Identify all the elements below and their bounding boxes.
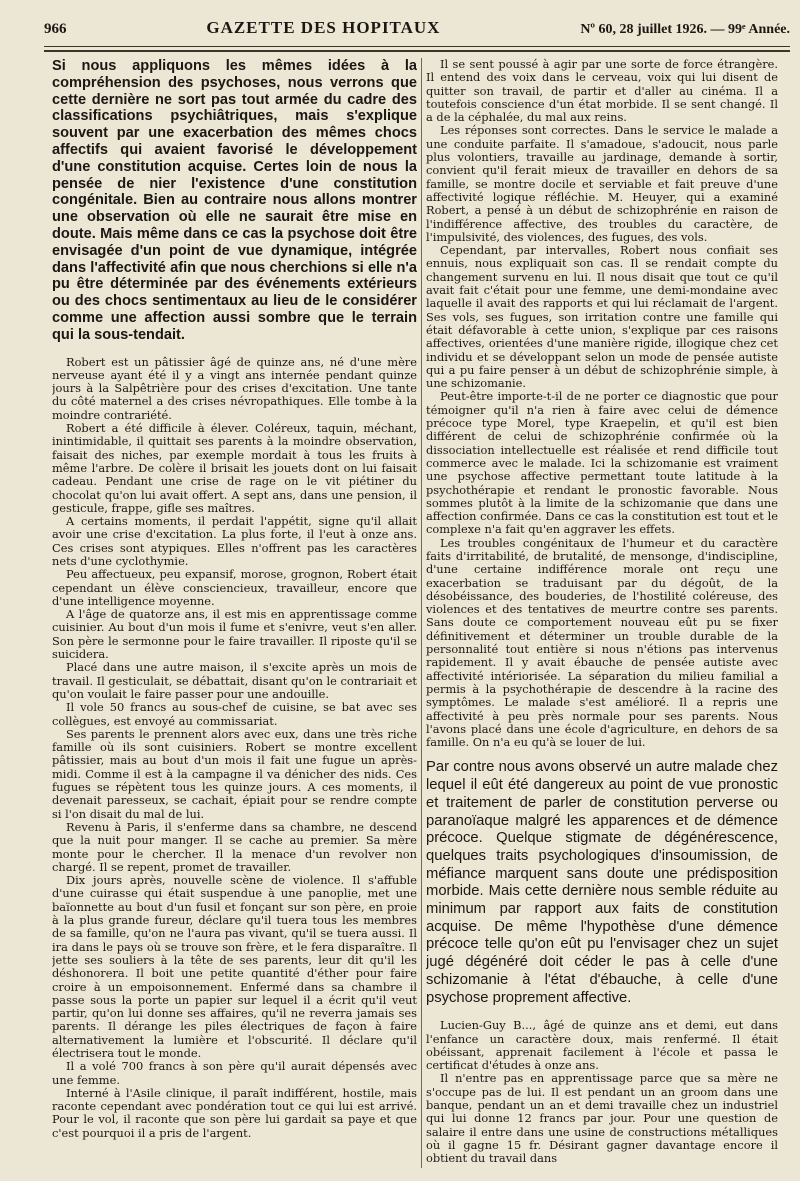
header-rule-thick: [44, 50, 790, 52]
header-rule: [44, 46, 790, 47]
right-body-top: [426, 58, 778, 749]
paragraph: Ses parents le prennent alors avec eux, dans une très riche famille où ils sont cuisiniers. Robert se montre excellent pâtissier, mais au bout d'un mois il fait une fugue un après-midi. Comme il est à la campagne il va dénicher des nids. Ces fugues se répètent tous les quinze jours. A ces moments, il devenait paresseux, se cachait, épiait pour se rendre compte si l'on disait du mal de lui.: [52, 726, 417, 821]
left-body: [52, 356, 417, 1141]
paragraph: Les réponses sont correctes. Dans le service le malade a une conduite parfaite. Il s'amadoue, s'adoucit, nous parle plus volontiers, travaille au jardinage, demande à sortir, convient qu'il ferait mieux de travailler en dehors de sa famille, se montre docile et serviable et fait preuve d'une affectivité logique réfléchie. M. Heuyer, qui a examiné Robert, a pensé à un début de schizophrénie en raison de l'indifférence affective, des troubles du caractère, de l'impulsivité, des violences, des fugues, des vols.: [426, 123, 778, 244]
issue-info: Nº 60, 28 juillet 1926. — 99ᵉ Année.: [580, 22, 790, 37]
left-column: [52, 58, 417, 1176]
paragraph: Lucien-Guy B..., âgé de quinze ans et demi, eut dans l'enfance un caractère doux, mais renfermé. Il était obéissant, apprenait facilement à l'école et passa le certificat d'études à onze ans.: [426, 1018, 778, 1073]
paragraph: Robert est un pâtissier âgé de quinze ans, né d'une mère nerveuse ayant été il y a vingt ans internée pendant quinze jours à la Salpêtrière pour des crises d'excitation. Une tante du côté maternel a des crises névropathiques. Elle tombe à la moindre contrariété.: [52, 354, 417, 422]
page-number: 966: [44, 21, 67, 37]
paragraph: Il se sent poussé à agir par une sorte de force étrangère. Il entend des voix dans le cerveau, voix qui lui disent de quitter son travail, de partir et d'aller au cinéma. Il a toutefois conscience d'un état morbide. Il se sent changé. Il a de la céphalée, du mal aux reins.: [426, 58, 778, 125]
paragraph: A l'âge de quatorze ans, il est mis en apprentissage comme cuisinier. Au bout d'un mois il fume et s'enivre, veut s'en aller. Son père le sermonne pour le faire travailler. Il riposte qu'il se suicidera.: [52, 607, 417, 662]
right-lead-block: [426, 759, 778, 1007]
paragraph: Il n'entre pas en apprentissage parce que sa mère ne s'occupe pas de lui. Il est pendant un an groom dans une banque, pendant un an et demi travaille chez un industriel qui lui donne 12 francs par jour. Pour une question de salaire il entre dans une usine de constructions métalliques où il gagne 15 fr. Désirant gagner davantage encore il obtient du travail dans: [426, 1071, 778, 1166]
paragraph: Placé dans une autre maison, il s'excite après un mois de travail. Il gesticulait, se débattait, disant qu'on le contrariait et qu'on voulait le faire passer pour une andouille.: [52, 660, 417, 701]
paragraph: Il a volé 700 francs à son père qu'il aurait dépensés avec une femme.: [52, 1059, 417, 1087]
column-divider: [421, 58, 422, 1168]
page-header: [44, 18, 790, 44]
paragraph: Les troubles congénitaux de l'humeur et du caractère faits d'irritabilité, de brutalité, de mensonge, d'indiscipline, d'une certaine indifférence morale ont reçu une exacerbation se traduisant par du dégoût, de la désobéissance, des bouderies, de l'hostilité coléreuse, des violences et des tentatives de meurtre contre ses parents. Sans doute ce comportement nouveau eût pu se fixer définitivement et déterminer un trouble durable de la personnalité tout entière si nous n'étions pas intervenus rapidement. Il y avait ébauche de pensée autiste avec affectivité intériorisée. La séparation du milieu familial a permis à la psychothérapie de descendre à la racine des symptômes. Le malade s'est amélioré. Il a repris une affectivité à peu près normale pour ses parents. Nous l'avons placé dans une école d'agriculture, en dehors de sa famille. On n'a eu qu'à se louer de lui.: [426, 535, 778, 750]
paragraph: A certains moments, il perdait l'appétit, signe qu'il allait avoir une crise d'excitation. La plus forte, il l'eut à onze ans. Ces crises sont atypiques. Elles n'offrent pas les caractères nets d'une cyclothymie.: [52, 514, 417, 568]
right-column: [426, 58, 778, 1176]
paragraph: Revenu à Paris, il s'enferme dans sa chambre, ne descend que la nuit pour manger. Il se cache au premier. Sa mère monte pour le chercher. Il la menace d'un revolver non chargé. Il se repent, promet de travailler.: [52, 819, 417, 874]
paragraph: Peu affectueux, peu expansif, morose, grognon, Robert était cependant un élève consciencieux, travailleur, encore que d'une intelligence moyenne.: [52, 567, 417, 608]
journal-title: GAZETTE DES HOPITAUX: [206, 18, 441, 37]
lead-paragraph: Par contre nous avons observé un autre malade chez lequel il eût été dangereux au point de vue pronostic et traitement de parler de constitution perverse ou paranoïaque malgré les apparences et de démence précoce. Quelque stigmate de dégénérescence, quelques traits psychologiques d'insoumission, de méfiance marquent sans doute une prédisposition morbide. Mais cette dernière nous semble réduite au minimum par rapport aux faits de constitution acquise. De même l'hypothèse d'une démence précoce telle qu'on eût pu l'envisager chez un sujet jugé dégénéré doit céder le pas à celle d'une schizomanie à l'état d'ébauche, à celle d'une psychose proprement affective.: [426, 759, 778, 1006]
paragraph: Cependant, par intervalles, Robert nous confiait ses ennuis, nous expliquait son cas. Il se rendait compte du changement survenu en lui. Il nous disait que tout ce qu'il avait fait c'était pour une femme, une demi-mondaine avec laquelle il avait des rapports et qui lui réclamait de l'argent. Ses vols, ses fugues, son irritation contre une famille qui était défavorable à cette union, s'explique par ces raisons affectives, orientées d'une manière rigide, illogique chez cet individu et se développant selon un mode de pensée autiste qui a pu faire penser à un début de schizophrénie simple, à une schizomanie.: [426, 243, 778, 391]
paragraph: Robert a été difficile à élever. Coléreux, taquin, méchant, inintimidable, il quittait ses parents à la moindre observation, faisait des niches, par exemple mordait à tous les fruits à même l'arbre. De colère il brisait les jouets dont on lui faisait cadeau. Pendant une crise de rage on le vit piétiner du chocolat qu'on lui avait offert. A sept ans, dans une pension, il gesticule, frappe, gifle ses maîtres.: [52, 421, 417, 515]
paragraph: Dix jours après, nouvelle scène de violence. Il s'affuble d'une cuirasse qui était suspendue à une panoplie, met une baïonnette au bout d'un fusil et fonçant sur son père, en proie à la plus grande fureur, déclare qu'il tuera tous les membres de sa famille, qu'on ne l'aura pas vivant, qu'il se tuera aussi. Il ira dans le pays où se trouve son frère, et le fera disparaître. Il jette ses souliers à la tête de ses parents, leur dit qu'il les déshonorera. Il boit une petite quantité d'éther pour faire croire à un empoisonnement. Enfermé dans sa chambre il passe sous la porte un papier sur lequel il a écrit qu'il veut partir, qu'on lui donne ses affaires, qu'il ne reverra jamais ses parents. Il dérange les piles électriques de façon à faire alternativement la lumière et l'obscurité. Il déclare qu'il électrisera tout le monde.: [52, 873, 417, 1060]
left-lead-block: [52, 58, 417, 344]
paragraph: Il vole 50 francs au sous-chef de cuisine, se bat avec ses collègues, est envoyé au commissariat.: [52, 700, 417, 728]
lead-paragraph: Si nous appliquons les mêmes idées à la compréhension des psychoses, nous verrons que cette dernière ne sort pas tout armée du cadre des classifications psychiâtriques, mais s'explique souvent par une exacerbation des mêmes chocs affectifs qui avaient favorisé le développement d'une constitution acquise. Certes loin de nous la pensée de nier l'existence d'une constitution congénitale. Bien au contraire nous allons montrer une observation où elle ne saurait être mise en doute. Mais même dans ce cas la psychose doit être envisagée d'un point de vue dynamique, intégrée dans l'affectivité afin que nous cherchions si elle n'a pu être déterminée par des événements extérieurs ou des chocs sentimentaux au lieu de le considérer comme une affection aussi sombre que le terrain qui la sous-tendait.: [52, 58, 417, 343]
paragraph: Interné à l'Asile clinique, il paraît indifférent, hostile, mais raconte cependant avec pondération tout ce qui lui est arrivé. Pour le vol, il raconte que son père lui gardait sa paye et que c'est pourquoi il a pris de l'argent.: [52, 1085, 417, 1140]
right-body-bottom: [426, 1019, 778, 1165]
paragraph: Peut-être importe-t-il de ne porter ce diagnostic que pour témoigner qu'il n'a rien à faire avec celui de démence précoce type Morel, type Kraepelin, et qu'il est bien différent de celui de schizophrénie confirmée où la dissociation intellectuelle est réalisée et rend difficile tout commerce avec le malade. Ici la schizomanie est vraiment une psychose affective permettant toute latitude à la psychothérapie et rendant le pronostic favorable. Nous sommes plutôt à la limite de la schizomanie que dans une affection confirmée. Dans ce cas la constitution est tout et le complexe n'a fait qu'en aggraver les effets.: [426, 389, 778, 537]
